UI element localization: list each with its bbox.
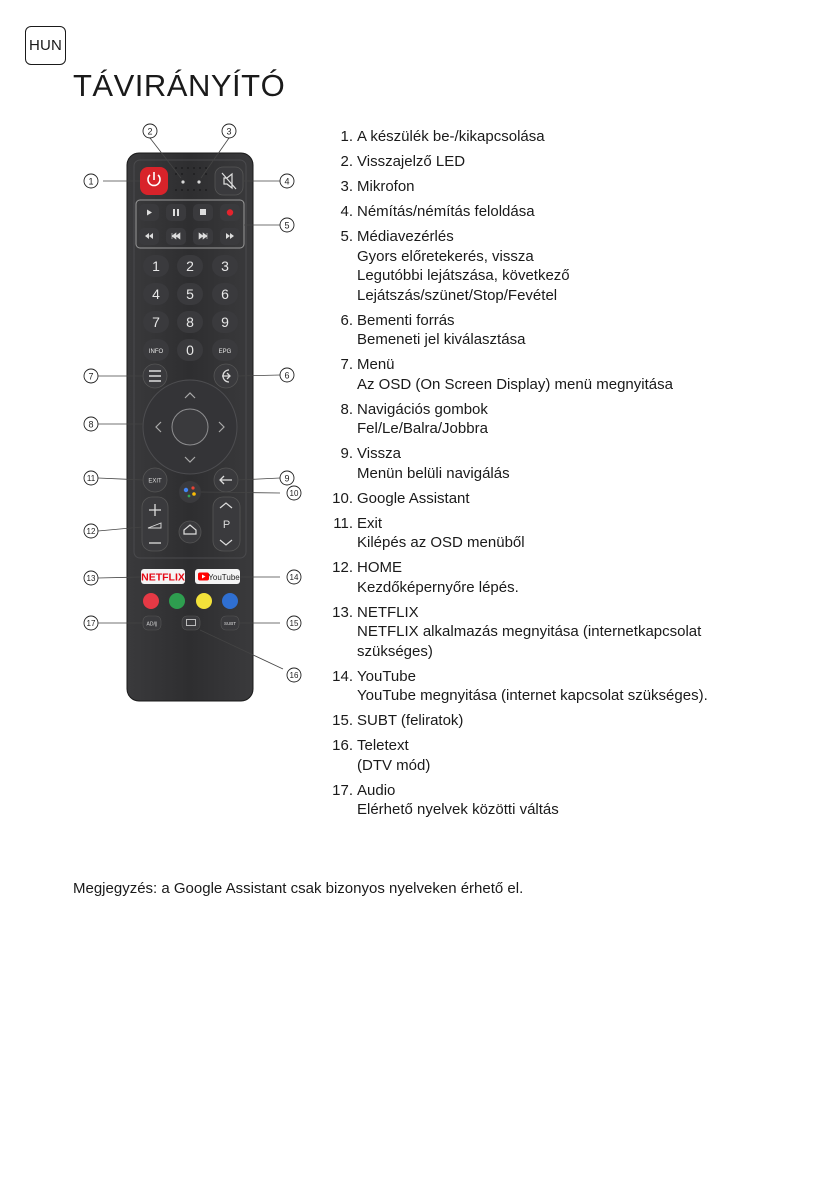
legend-title: NETFLIX <box>357 603 419 621</box>
callout-16: 16 <box>289 671 299 680</box>
callout-9: 9 <box>284 473 290 484</box>
legend-text <box>357 736 800 775</box>
callout-1: 1 <box>88 176 94 187</box>
legend-title: HOME <box>357 559 402 576</box>
legend-item <box>330 400 800 439</box>
legend-text <box>357 400 800 439</box>
legend-number: 9. <box>340 445 353 462</box>
callout-8: 8 <box>88 419 94 430</box>
callout-17: 17 <box>86 619 96 628</box>
netflix-logo: NETFLIX <box>141 571 185 584</box>
language-badge: HUN <box>25 26 66 65</box>
callout-2: 2 <box>147 126 153 137</box>
legend-text <box>357 355 800 394</box>
legend-item <box>330 127 800 147</box>
legend-detail: Gyors előretekerés, vissza <box>357 247 534 265</box>
epg-label: EPG <box>218 349 232 355</box>
callout-5: 5 <box>284 220 290 231</box>
legend-text <box>357 558 800 597</box>
legend-item <box>330 667 800 706</box>
teletext-button[interactable] <box>182 616 200 630</box>
legend-number: 17. <box>332 781 353 799</box>
legend-title: Mikrofon <box>357 178 415 195</box>
note-text: Megjegyzés: a Google Assistant csak bizonyos nyelveken érhető el. <box>73 880 524 897</box>
legend-text <box>357 711 800 731</box>
legend-text <box>357 489 800 509</box>
legend-item <box>330 558 800 597</box>
legend-number: 4. <box>340 203 353 220</box>
legend-text <box>357 603 800 662</box>
exit-label: EXIT <box>148 478 162 485</box>
google-assistant-button[interactable] <box>179 481 201 503</box>
key-3-label: 3 <box>221 258 229 274</box>
legend-item <box>330 202 800 222</box>
pause-button[interactable] <box>166 204 186 221</box>
pause-icon-bar <box>177 209 179 216</box>
legend-item <box>330 177 800 197</box>
led-indicator <box>181 180 184 183</box>
legend-detail: Kilépés az OSD menüből <box>357 534 525 551</box>
legend-detail: Lejátszás/szünet/Stop/Fevétel <box>357 286 558 304</box>
legend-item <box>330 711 800 731</box>
legend-detail: Bemeneti jel kiválasztása <box>357 331 526 348</box>
legend-text <box>357 514 800 553</box>
legend-detail: Kezdőképernyőre lépés. <box>357 578 519 596</box>
legend-item <box>330 311 800 350</box>
stop-icon <box>200 209 206 215</box>
legend-number: 8. <box>340 400 353 418</box>
legend-detail: Az OSD (On Screen Display) menü megnyitása <box>357 375 673 393</box>
callout-10: 10 <box>289 489 299 498</box>
key-5-label: 5 <box>186 286 194 302</box>
pause-icon <box>173 209 175 216</box>
page-title: TÁVIRÁNYÍTÓ <box>73 68 286 103</box>
legend-title: Teletext <box>357 737 409 754</box>
callout-12: 12 <box>86 527 96 536</box>
key-4-label: 4 <box>152 286 160 302</box>
legend-title: Exit <box>357 514 383 532</box>
legend-title: YouTube <box>357 667 416 685</box>
legend-number: 10. <box>332 489 353 507</box>
callout-3: 3 <box>226 126 232 137</box>
legend-item <box>330 736 800 775</box>
key-9-label: 9 <box>221 314 229 330</box>
red-button[interactable] <box>143 593 159 609</box>
legend-title: SUBT (feliratok) <box>357 712 464 729</box>
key-0-label: 0 <box>186 342 194 358</box>
legend-item <box>330 781 800 820</box>
key-8-label: 8 <box>186 314 194 330</box>
blue-button[interactable] <box>222 593 238 609</box>
callout-11: 11 <box>86 474 96 483</box>
subtitle-label: SUBT <box>223 621 237 626</box>
callout-13: 13 <box>86 574 96 583</box>
key-7-label: 7 <box>152 314 160 330</box>
legend-text <box>357 177 800 197</box>
legend-number: 6. <box>340 311 353 329</box>
legend-title: Menü <box>357 356 395 373</box>
legend-number: 2. <box>340 153 353 170</box>
legend-item <box>330 227 800 305</box>
legend-item <box>330 355 800 394</box>
microphone-hole <box>197 180 200 183</box>
legend-text <box>357 152 800 172</box>
legend-detail: NETFLIX alkalmazás megnyitása (internetkapcsolat <box>357 623 702 640</box>
program-label: P <box>222 519 231 531</box>
callout-6: 6 <box>284 370 290 381</box>
legend-number: 7. <box>340 356 353 373</box>
legend-text <box>357 127 800 147</box>
legend-title: Vissza <box>357 445 401 462</box>
callout-7: 7 <box>88 371 94 382</box>
power-button[interactable] <box>140 167 168 195</box>
legend-number: 16. <box>332 737 353 754</box>
legend-number: 3. <box>340 178 353 195</box>
key-2-label: 2 <box>186 258 194 274</box>
legend-detail: Fel/Le/Balra/Jobbra <box>357 420 488 437</box>
legend-text <box>357 202 800 222</box>
legend-number: 15. <box>332 712 353 729</box>
audio-label: AD/|| <box>146 621 158 628</box>
record-icon <box>227 209 233 215</box>
legend-text <box>357 781 800 820</box>
legend-detail: YouTube megnyitása (internet kapcsolat szükséges). <box>357 687 708 704</box>
button-legend <box>330 127 800 825</box>
legend-detail: Menün belüli navigálás <box>357 464 510 482</box>
legend-detail: (DTV mód) <box>357 756 431 774</box>
legend-title: Bementi forrás <box>357 311 455 329</box>
legend-number: 1. <box>340 128 353 145</box>
legend-number: 12. <box>332 559 353 576</box>
legend-text <box>357 444 800 483</box>
legend-number: 11. <box>333 514 353 532</box>
info-label: INFO <box>148 349 164 355</box>
remote-svg <box>60 110 320 710</box>
legend-title: Google Assistant <box>357 489 470 507</box>
remote-illustration <box>60 110 320 710</box>
legend-title: Navigációs gombok <box>357 400 488 418</box>
green-button[interactable] <box>169 593 185 609</box>
legend-number: 14. <box>332 667 353 685</box>
legend-detail: Legutóbbi lejátszása, következő <box>357 267 570 284</box>
legend-title: Némítás/némítás feloldása <box>357 203 535 220</box>
legend-item <box>330 514 800 553</box>
legend-detail: Elérhető nyelvek közötti váltás <box>357 801 559 818</box>
key-6-label: 6 <box>221 286 229 302</box>
legend-item <box>330 444 800 483</box>
legend-text <box>357 311 800 350</box>
legend-title: Médiavezérlés <box>357 228 454 245</box>
key-1-label: 1 <box>152 258 160 274</box>
callout-14: 14 <box>289 573 299 582</box>
legend-detail: szükséges) <box>357 642 433 660</box>
legend-item <box>330 489 800 509</box>
legend-number: 13. <box>332 603 353 621</box>
legend-title: A készülék be-/kikapcsolása <box>357 128 545 145</box>
legend-title: Audio <box>357 781 396 799</box>
callout-4: 4 <box>284 176 290 187</box>
callout-15: 15 <box>289 619 299 628</box>
ok-button[interactable] <box>172 409 208 445</box>
legend-number: 5. <box>340 228 353 245</box>
legend-text <box>357 227 800 305</box>
youtube-logo: YouTube <box>208 573 240 582</box>
legend-text <box>357 667 800 706</box>
legend-item <box>330 603 800 662</box>
legend-item <box>330 152 800 172</box>
yellow-button[interactable] <box>196 593 212 609</box>
legend-title: Visszajelző LED <box>357 153 466 170</box>
